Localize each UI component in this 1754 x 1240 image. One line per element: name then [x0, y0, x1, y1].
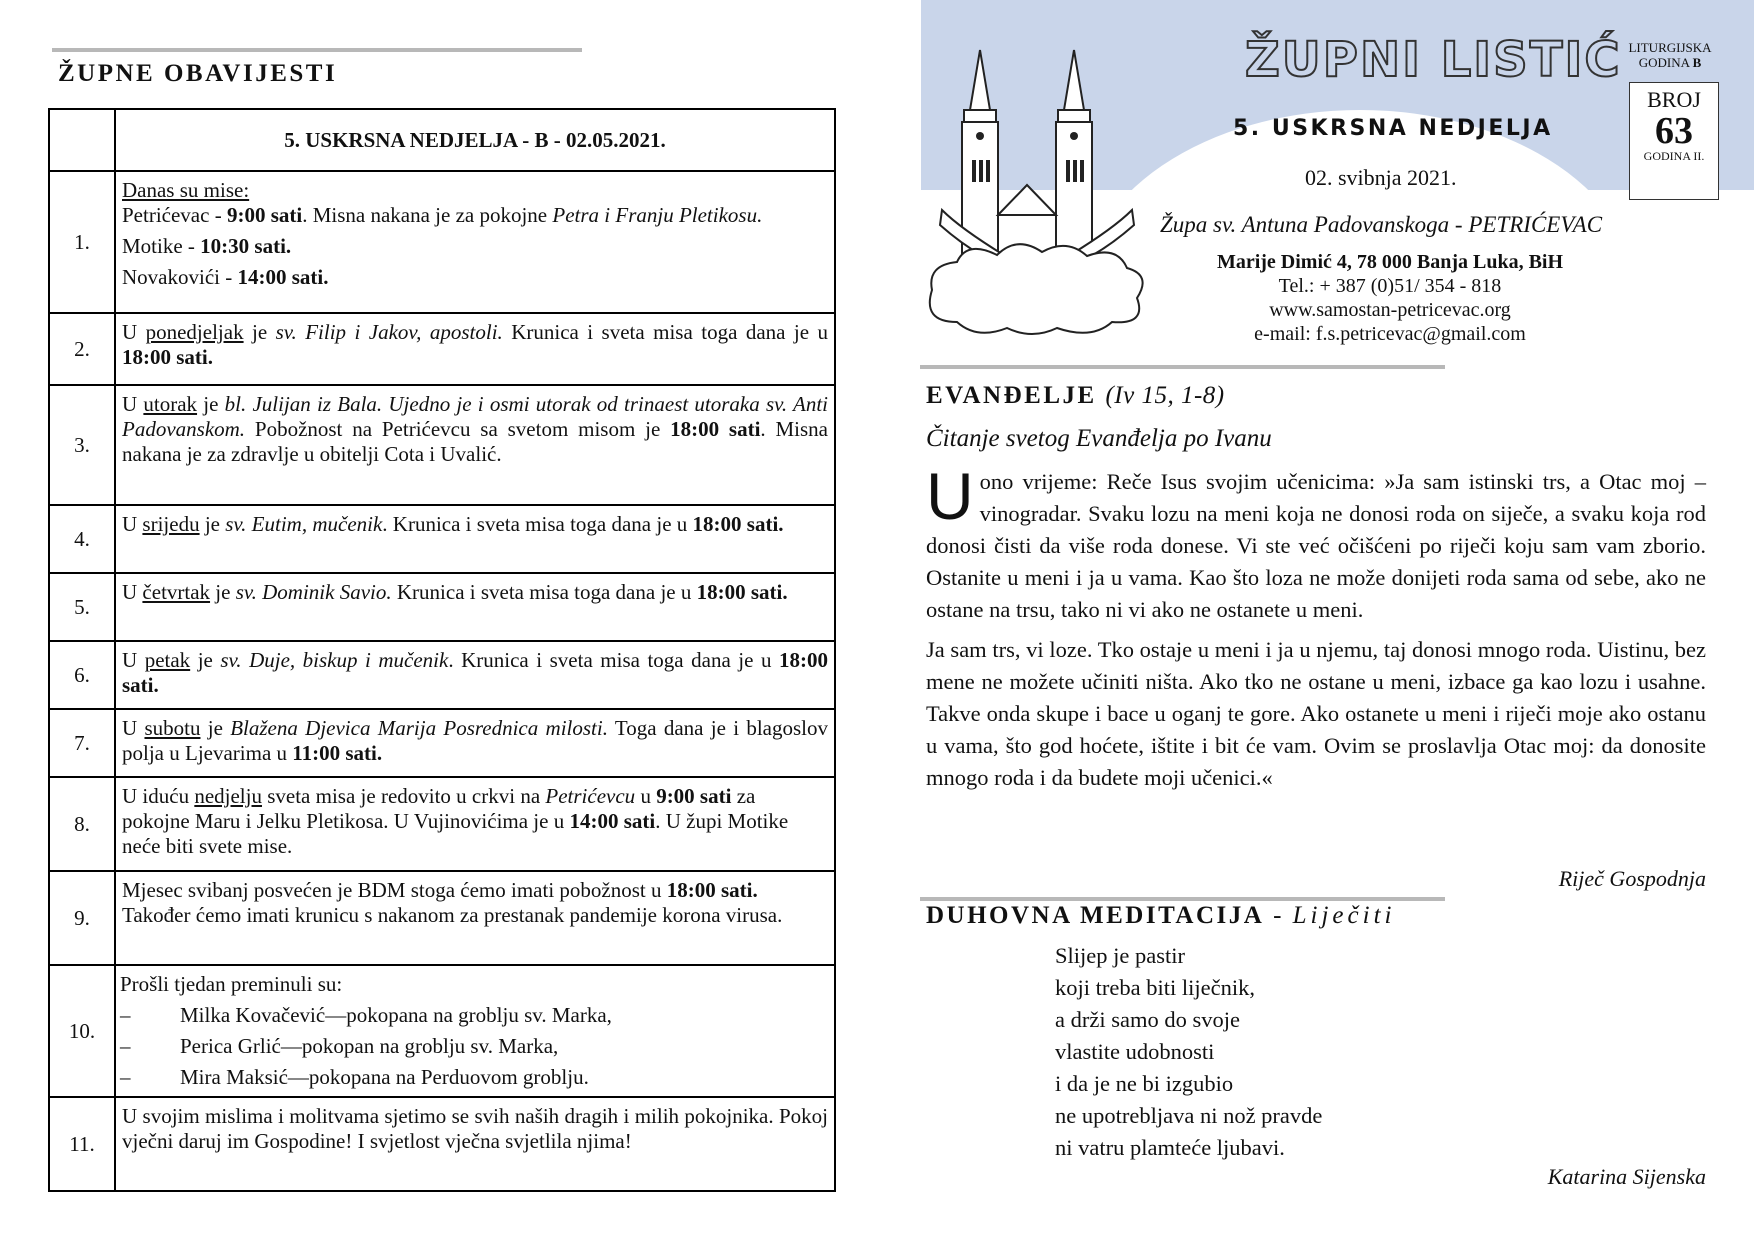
- issue-year: GODINA II.: [1643, 149, 1705, 163]
- table-row: [49, 777, 835, 871]
- text: za pokojne Maru i Jelku Pletikosa. U Vujinovićima je u: [122, 784, 756, 833]
- website-link[interactable]: www.samostan-petricevac.org: [1269, 299, 1511, 321]
- table-row: [49, 871, 835, 965]
- text: sveta misa je redovito u crkvi na: [261, 784, 546, 808]
- time-bold: 18:00 sati.: [122, 648, 829, 697]
- row-text: [115, 777, 835, 871]
- table-row: [49, 385, 835, 505]
- text: Krunica i sveta misa toga dana je u: [502, 320, 828, 344]
- poem-line: vlastite udobnosti: [1055, 1039, 1215, 1064]
- text: Pobožnost na Petrićevcu sa svetom misom je: [245, 417, 671, 441]
- table-header-empty-cell: [49, 109, 115, 171]
- liturgical-year-godina: GODINA: [1638, 55, 1693, 70]
- text: . Krunica i sveta misa toga dana je u: [382, 512, 693, 536]
- row-number: 7.: [49, 709, 115, 777]
- text: je: [199, 512, 226, 536]
- text: Petrićevac -: [122, 203, 227, 227]
- deceased-name: Mira Maksić—pokopana na Perduovom groblju.: [180, 1065, 589, 1089]
- text-underlined: utorak: [143, 392, 198, 416]
- row-number: 8.: [49, 777, 115, 871]
- newsletter-title: ŽUPNI LISTIĆ: [1245, 32, 1622, 88]
- gospel-reference: (Iv 15, 1-8): [1105, 382, 1225, 409]
- text: Novakovići -: [122, 265, 238, 289]
- poem-line: ne upotrebljava ni nož pravde: [1055, 1103, 1323, 1128]
- row-number: 2.: [49, 313, 115, 385]
- meditation-heading: [926, 902, 1395, 930]
- row-text: [115, 965, 835, 1097]
- table-row: [49, 965, 835, 1097]
- table-row: [49, 313, 835, 385]
- text: Motike -: [122, 234, 201, 258]
- text: je: [197, 392, 225, 416]
- time-bold: 10:30 sati.: [200, 234, 292, 258]
- text: U iduću: [122, 784, 195, 808]
- text: . Misna nakana je za zdravlje u obitelji Cota i Uvalić.: [122, 417, 828, 466]
- text-italic: Petrićevcu: [545, 784, 636, 808]
- deceased-intro: Prošli tjedan preminuli su:: [120, 972, 343, 996]
- time-bold: 9:00 sati: [656, 784, 732, 808]
- issue-number-label: BROJ: [1647, 87, 1701, 112]
- notices-table: [48, 108, 836, 1192]
- dash-bullet: –: [120, 1065, 131, 1089]
- parish-name: Župa sv. Antuna Padovanskoga - PETRIĆEVAC: [1160, 212, 1603, 237]
- church-logo-icon: [922, 40, 1152, 340]
- meditation-subtitle: Liječiti: [1292, 902, 1396, 929]
- liturgical-year-letter: B: [1692, 55, 1702, 70]
- text-italic: sv. Duje, biskup i mučenik: [220, 648, 449, 672]
- dash-bullet: –: [120, 1003, 131, 1027]
- row-number: 9.: [49, 871, 115, 965]
- row-number: 10.: [49, 965, 115, 1097]
- text: . U župi Motike neće biti svete mise.: [122, 809, 789, 858]
- issue-number-box: [1629, 82, 1719, 200]
- row-text: [115, 313, 835, 385]
- poem-line: i da je ne bi izgubio: [1055, 1071, 1234, 1096]
- row-text: [115, 171, 835, 313]
- text: U: [122, 648, 145, 672]
- text-underlined: petak: [144, 648, 191, 672]
- gospel-paragraph: Ja sam trs, vi loze. Tko ostaje u meni i ja u njemu, taj donosi mnogo roda. Uistinu, bez mene ne možete učiniti ništa. Ako tko ne ostane u meni, izbace ga kao lozu i usahne. Takve onda skupe i bace u oganj te gore. Ako ostanete u meni i riječi moje ako ostanu u vama, što god hoćete, ištite i bit će vam. Ovim se proslavlja Otac moj: da donosite mnogo roda i da budete moji učenici.«: [926, 637, 1706, 790]
- gospel-text: [926, 459, 1706, 802]
- gospel-signature: Riječ Gospodnja: [1558, 866, 1706, 891]
- contact-block: [1120, 250, 1660, 346]
- poem-author: Katarina Sijenska: [1547, 1164, 1706, 1189]
- time-bold: 18:00 sati.: [122, 345, 213, 369]
- row-number: 6.: [49, 641, 115, 709]
- meditation-title: DUHOVNA MEDITACIJA: [926, 902, 1265, 929]
- row-text: [115, 385, 835, 505]
- table-row: [49, 505, 835, 573]
- gospel-subtitle: Čitanje svetog Evanđelja po Ivanu: [926, 425, 1272, 452]
- time-bold: 14:00 sati.: [237, 265, 329, 289]
- newsletter-subtitle: 5. USKRSNA NEDJELJA: [1233, 116, 1553, 141]
- text-underlined: subotu: [144, 716, 201, 740]
- row-text: [115, 573, 835, 641]
- time-bold: 11:00 sati.: [292, 741, 383, 765]
- row-number: 4.: [49, 505, 115, 573]
- text: U svojim mislima i molitvama sjetimo se svih naših dragih i milih pokojnika. Pokoj vječni daruj im Gospodine! I svjetlost vječna svjetlila njima!: [122, 1104, 828, 1153]
- section-title-notices: ŽUPNE OBAVIJESTI: [58, 60, 338, 87]
- text-italic: Petra i Franju Pletikosu.: [552, 203, 763, 227]
- deceased-name: Milka Kovačević—pokopana na groblju sv. Marka,: [180, 1003, 612, 1027]
- table-row: [49, 573, 835, 641]
- text-underlined: Danas su mise:: [122, 178, 250, 202]
- text: U: [122, 512, 143, 536]
- dash-bullet: –: [120, 1034, 131, 1058]
- table-row: [49, 709, 835, 777]
- drop-cap: U: [926, 459, 974, 533]
- row-number: 1.: [49, 171, 115, 313]
- liturgical-year: [1620, 40, 1720, 70]
- table-row: [49, 641, 835, 709]
- list-item: [120, 1003, 828, 1028]
- list-item: [120, 1034, 828, 1059]
- poem-line: Slijep je pastir: [1055, 943, 1185, 968]
- text: je: [243, 320, 276, 344]
- table-header-row: [49, 109, 835, 171]
- text: . Misna nakana je za pokojne: [302, 203, 553, 227]
- issue-date: 02. svibnja 2021.: [1305, 165, 1457, 190]
- gospel-heading: [926, 382, 1225, 410]
- text: U: [122, 580, 143, 604]
- poem-line: ni vatru plamteće ljubavi.: [1055, 1135, 1285, 1160]
- text-italic: sv. Eutim, mučenik: [225, 512, 383, 536]
- poem: [1055, 940, 1322, 1164]
- row-text: [115, 871, 835, 965]
- text: je: [200, 716, 231, 740]
- text: je: [190, 648, 221, 672]
- phone: Tel.: + 387 (0)51/ 354 - 818: [1278, 275, 1502, 297]
- row-text: [115, 1097, 835, 1191]
- time-bold: 9:00 sati: [226, 203, 303, 227]
- issue-number: 63: [1655, 110, 1693, 152]
- time-bold: 18:00 sati.: [666, 878, 758, 902]
- row-number: 3.: [49, 385, 115, 505]
- poem-line: a drži samo do svoje: [1055, 1007, 1240, 1032]
- divider-gospel: [920, 365, 1445, 369]
- text-underlined: srijedu: [142, 512, 200, 536]
- text-italic: Blažena Djevica Marija Posrednica milosti.: [230, 716, 608, 740]
- table-row: [49, 1097, 835, 1191]
- gospel-title: EVANĐELJE: [926, 382, 1097, 409]
- liturgical-year-label: LITURGIJSKA: [1628, 40, 1712, 55]
- text-italic: sv. Dominik Savio.: [235, 580, 392, 604]
- meditation-separator: -: [1264, 902, 1293, 929]
- time-bold: 18:00 sati.: [696, 580, 788, 604]
- text: Također ćemo imati krunicu s nakanom za prestanak pandemije korona virusa.: [122, 903, 783, 927]
- text-underlined: četvrtak: [142, 580, 211, 604]
- gospel-paragraph: [926, 459, 1706, 626]
- row-number: 11.: [49, 1097, 115, 1191]
- time-bold: 18:00 sati.: [692, 512, 784, 536]
- deceased-name: Perica Grlić—pokopan na groblju sv. Marka,: [180, 1034, 559, 1058]
- divider-top-left: [52, 48, 582, 52]
- poem-line: koji treba biti liječnik,: [1055, 975, 1255, 1000]
- text-italic: sv. Filip i Jakov, apostoli.: [275, 320, 503, 344]
- text: U: [122, 716, 145, 740]
- time-bold: 18:00 sati: [670, 417, 761, 441]
- row-number: 5.: [49, 573, 115, 641]
- divider-meditation: [920, 897, 1445, 901]
- text: U: [122, 392, 144, 416]
- row-text: [115, 709, 835, 777]
- time-bold: 14:00 sati: [569, 809, 656, 833]
- gospel-paragraph-text: ono vrijeme: Reče Isus svojim učenicima: »Ja sam istinski trs, a Otac moj – vinogradar. Svaku lozu na meni koja ne donosi roda on siječe, a svaku koja rod donosi čisti da više roda donese. Vi ste već očišćeni po riječi koju sam vam zborio. Ostanite u meni i ja u vama. Kao što loza ne može donijeti roda sama od sebe, ako ne ostane na trsu, tako ni vi ako ne ostanete u meni.: [926, 469, 1706, 622]
- table-row: [49, 171, 835, 313]
- text: Krunica i sveta misa toga dana je u: [391, 580, 697, 604]
- text: . Krunica i sveta misa toga dana je u: [448, 648, 780, 672]
- email-link[interactable]: e-mail: f.s.petricevac@gmail.com: [1254, 323, 1526, 345]
- text-underlined: nedjelju: [194, 784, 262, 808]
- text-italic: bl. Julijan iz Bala. Ujedno je i osmi utorak od trinaest utoraka sv. Anti Padovanskom.: [122, 392, 828, 441]
- row-text: [115, 641, 835, 709]
- text: U: [122, 320, 146, 344]
- address: Marije Dimić 4, 78 000 Banja Luka, BiH: [1216, 251, 1564, 273]
- text: je: [210, 580, 236, 604]
- text-underlined: ponedjeljak: [145, 320, 244, 344]
- row-text: [115, 505, 835, 573]
- text: Toga dana je i blagoslov polja u Ljevarima u: [122, 716, 828, 765]
- table-header: 5. USKRSNA NEDJELJA - B - 02.05.2021.: [115, 109, 835, 171]
- text: u: [635, 784, 657, 808]
- text: Mjesec svibanj posvećen je BDM stoga ćemo imati pobožnost u: [122, 878, 667, 902]
- list-item: [120, 1065, 828, 1090]
